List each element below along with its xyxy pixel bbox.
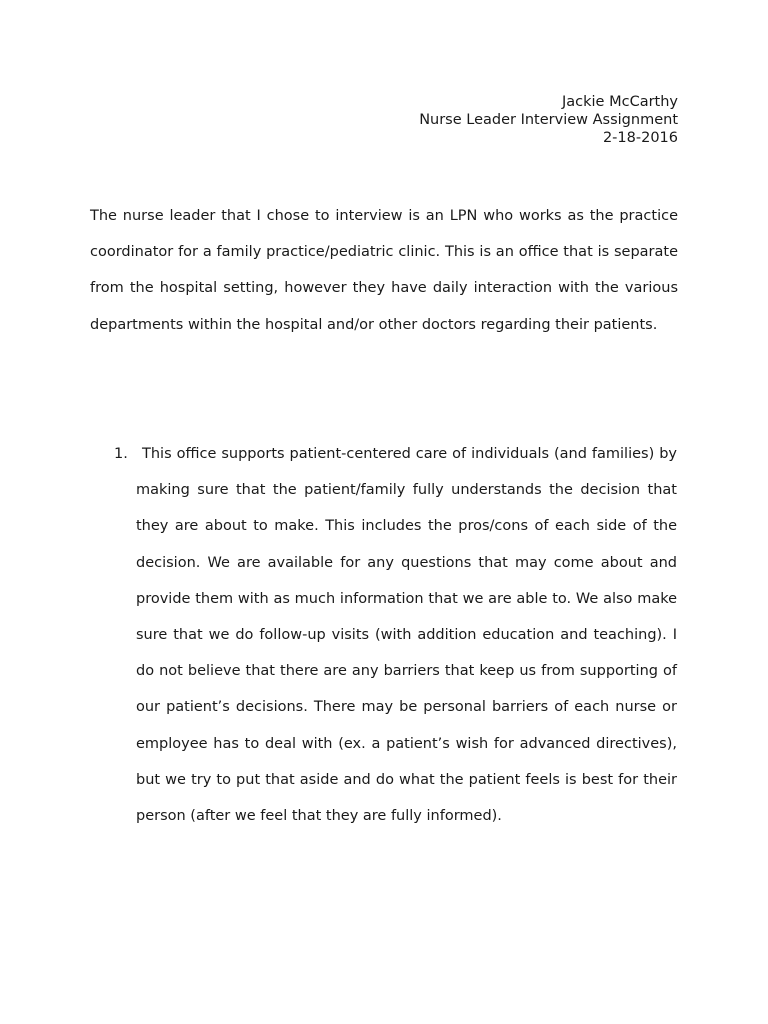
- document-header: [419, 93, 678, 147]
- list-item: [114, 436, 677, 834]
- assignment-title: Nurse Leader Interview Assignment: [419, 112, 678, 128]
- intro-paragraph: The nurse leader that I chose to interview is an LPN who works as the practice coordinator for a family practice/pediatric clinic. This is an office that is separate from the hospital setting, however they have daily interaction with the various departments within the hospital and/or other doctors regarding their patients.: [90, 208, 678, 333]
- list-item-number: 1.: [114, 446, 128, 462]
- numbered-list: [114, 436, 677, 834]
- author-name: Jackie McCarthy: [562, 94, 678, 110]
- assignment-date: 2-18-2016: [602, 130, 678, 146]
- list-item-text: This office supports patient-centered care of individuals (and families) by making sure that the patient/family fully understands the decision that they are about to make. This includes the pros/cons of each side of the decision. We are available for any questions that may come about and provide them with as much information that we are able to. We also make sure that we do follow-up visits (with addition education and teaching). I do not believe that there are any barriers that keep us from supporting of our patient’s decisions. There may be personal barriers of each nurse or employee has to deal with (ex. a patient’s wish for advanced directives), but we try to put that aside and do what the patient feels is best for their person (after we feel that they are fully informed).: [136, 446, 677, 825]
